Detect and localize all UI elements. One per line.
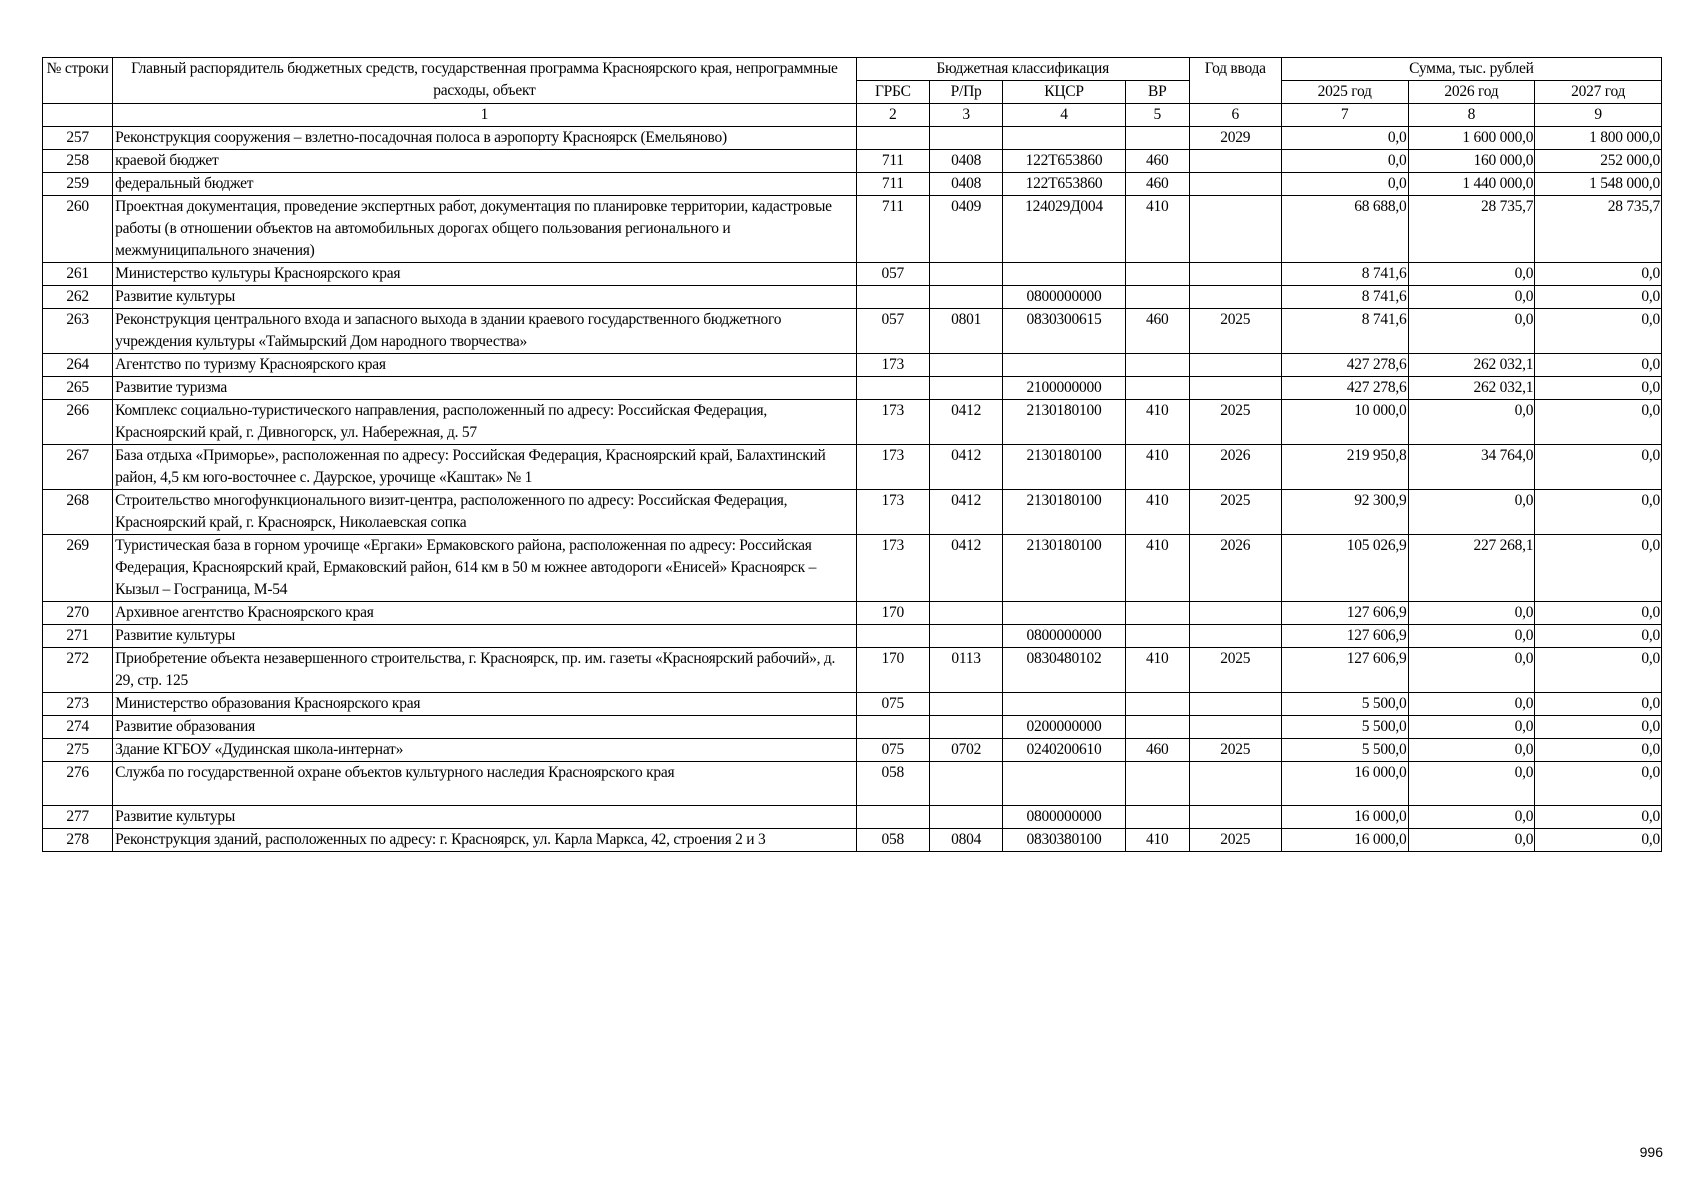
row-kcsr-cell: 0830300615 — [1003, 309, 1126, 354]
table-row — [43, 400, 1662, 445]
row-year-cell: 2025 — [1189, 309, 1281, 354]
row-sum-2027-cell: 0,0 — [1535, 445, 1662, 490]
row-sum-2025-cell: 127 606,9 — [1281, 648, 1408, 693]
row-year-cell — [1189, 173, 1281, 196]
row-sum-2027-cell: 0,0 — [1535, 354, 1662, 377]
row-sum-2027-cell: 0,0 — [1535, 602, 1662, 625]
header-rpr: Р/Пр — [929, 81, 1002, 104]
row-sum-2026-cell: 262 032,1 — [1408, 377, 1535, 400]
row-kcsr-cell: 122T653860 — [1003, 173, 1126, 196]
header-kcsr: КЦСР — [1003, 81, 1126, 104]
row-number-cell: 271 — [43, 625, 113, 648]
row-vr-cell — [1125, 693, 1189, 716]
row-year-cell: 2025 — [1189, 739, 1281, 762]
col-number-cell: 9 — [1535, 104, 1662, 127]
table-row — [43, 602, 1662, 625]
row-sum-2025-cell: 68 688,0 — [1281, 196, 1408, 263]
row-name-cell: Агентство по туризму Красноярского края — [113, 354, 857, 377]
budget-table — [42, 57, 1662, 852]
row-rpr-cell — [929, 127, 1002, 150]
row-name-cell: Развитие туризма — [113, 377, 857, 400]
row-vr-cell: 410 — [1125, 445, 1189, 490]
row-sum-2026-cell: 0,0 — [1408, 762, 1535, 806]
row-number-cell: 262 — [43, 286, 113, 309]
row-sum-2025-cell: 8 741,6 — [1281, 286, 1408, 309]
row-year-cell: 2025 — [1189, 400, 1281, 445]
row-vr-cell: 410 — [1125, 400, 1189, 445]
row-rpr-cell — [929, 286, 1002, 309]
row-grbs-cell: 170 — [856, 602, 929, 625]
table-row — [43, 716, 1662, 739]
row-rpr-cell: 0412 — [929, 445, 1002, 490]
row-name-cell: Реконструкция сооружения – взлетно-посадочная полоса в аэропорту Красноярск (Емельяново) — [113, 127, 857, 150]
col-number-cell: 3 — [929, 104, 1002, 127]
row-grbs-cell: 711 — [856, 173, 929, 196]
col-number-cell — [43, 104, 113, 127]
row-sum-2027-cell: 1 800 000,0 — [1535, 127, 1662, 150]
row-rpr-cell — [929, 716, 1002, 739]
row-year-cell — [1189, 196, 1281, 263]
row-sum-2026-cell: 0,0 — [1408, 263, 1535, 286]
row-sum-2025-cell: 5 500,0 — [1281, 739, 1408, 762]
row-number-cell: 273 — [43, 693, 113, 716]
row-grbs-cell: 057 — [856, 263, 929, 286]
header-2027: 2027 год — [1535, 81, 1662, 104]
row-sum-2025-cell: 8 741,6 — [1281, 263, 1408, 286]
table-row — [43, 762, 1662, 806]
row-grbs-cell: 075 — [856, 693, 929, 716]
row-name-cell: Проектная документация, проведение экспертных работ, документация по планировке территории, кадастровые работы (в отношении объектов на автомобильных дорогах общего пользования регионального и межмуниципального значения) — [113, 196, 857, 263]
row-kcsr-cell: 2130180100 — [1003, 400, 1126, 445]
row-sum-2025-cell: 0,0 — [1281, 127, 1408, 150]
row-name-cell: Развитие культуры — [113, 625, 857, 648]
row-name-cell: Министерство образования Красноярского края — [113, 693, 857, 716]
row-rpr-cell — [929, 263, 1002, 286]
row-name-cell: Приобретение объекта незавершенного строительства, г. Красноярск, пр. им. газеты «Красноярский рабочий», д. 29, стр. 125 — [113, 648, 857, 693]
row-vr-cell — [1125, 806, 1189, 829]
row-sum-2027-cell: 0,0 — [1535, 377, 1662, 400]
row-kcsr-cell — [1003, 263, 1126, 286]
header-row-number: № строки — [43, 58, 113, 104]
row-vr-cell: 460 — [1125, 309, 1189, 354]
row-vr-cell — [1125, 263, 1189, 286]
row-kcsr-cell — [1003, 354, 1126, 377]
table-body — [43, 127, 1662, 852]
row-vr-cell: 410 — [1125, 829, 1189, 852]
row-year-cell: 2025 — [1189, 829, 1281, 852]
row-kcsr-cell: 2100000000 — [1003, 377, 1126, 400]
row-vr-cell: 410 — [1125, 535, 1189, 602]
row-grbs-cell: 173 — [856, 490, 929, 535]
row-grbs-cell — [856, 806, 929, 829]
row-grbs-cell — [856, 716, 929, 739]
header-budget-classification: Бюджетная классификация — [856, 58, 1189, 81]
col-number-cell: 5 — [1125, 104, 1189, 127]
row-year-cell: 2026 — [1189, 535, 1281, 602]
row-name-cell: Развитие образования — [113, 716, 857, 739]
row-name-cell: Развитие культуры — [113, 286, 857, 309]
row-rpr-cell: 0804 — [929, 829, 1002, 852]
row-kcsr-cell: 2130180100 — [1003, 490, 1126, 535]
table-header — [43, 58, 1662, 127]
row-year-cell: 2025 — [1189, 648, 1281, 693]
table-row — [43, 127, 1662, 150]
row-sum-2026-cell: 0,0 — [1408, 806, 1535, 829]
row-sum-2027-cell: 0,0 — [1535, 716, 1662, 739]
table-row — [43, 490, 1662, 535]
row-vr-cell: 460 — [1125, 150, 1189, 173]
table-row — [43, 535, 1662, 602]
row-number-cell: 276 — [43, 762, 113, 806]
table-row — [43, 739, 1662, 762]
row-number-cell: 268 — [43, 490, 113, 535]
row-name-cell: Министерство культуры Красноярского края — [113, 263, 857, 286]
row-vr-cell: 410 — [1125, 648, 1189, 693]
row-year-cell — [1189, 150, 1281, 173]
table-row — [43, 286, 1662, 309]
row-kcsr-cell: 0800000000 — [1003, 806, 1126, 829]
table-row — [43, 625, 1662, 648]
table-row — [43, 309, 1662, 354]
row-grbs-cell: 173 — [856, 354, 929, 377]
row-vr-cell — [1125, 716, 1189, 739]
row-kcsr-cell: 0240200610 — [1003, 739, 1126, 762]
row-sum-2025-cell: 427 278,6 — [1281, 377, 1408, 400]
row-sum-2025-cell: 427 278,6 — [1281, 354, 1408, 377]
col-number-cell: 8 — [1408, 104, 1535, 127]
row-grbs-cell: 170 — [856, 648, 929, 693]
row-number-cell: 274 — [43, 716, 113, 739]
row-number-cell: 257 — [43, 127, 113, 150]
row-sum-2025-cell: 5 500,0 — [1281, 693, 1408, 716]
column-number-row — [43, 104, 1662, 127]
row-sum-2027-cell: 0,0 — [1535, 535, 1662, 602]
row-sum-2027-cell: 1 548 000,0 — [1535, 173, 1662, 196]
row-number-cell: 263 — [43, 309, 113, 354]
row-kcsr-cell — [1003, 127, 1126, 150]
row-sum-2027-cell: 0,0 — [1535, 806, 1662, 829]
row-vr-cell — [1125, 286, 1189, 309]
header-2025: 2025 год — [1281, 81, 1408, 104]
row-sum-2025-cell: 16 000,0 — [1281, 829, 1408, 852]
row-grbs-cell: 058 — [856, 829, 929, 852]
row-sum-2026-cell: 0,0 — [1408, 648, 1535, 693]
row-number-cell: 258 — [43, 150, 113, 173]
row-kcsr-cell: 124029Д004 — [1003, 196, 1126, 263]
row-year-cell: 2026 — [1189, 445, 1281, 490]
row-rpr-cell — [929, 693, 1002, 716]
row-number-cell: 265 — [43, 377, 113, 400]
row-rpr-cell: 0409 — [929, 196, 1002, 263]
row-sum-2025-cell: 0,0 — [1281, 173, 1408, 196]
row-sum-2027-cell: 0,0 — [1535, 829, 1662, 852]
row-sum-2026-cell: 1 600 000,0 — [1408, 127, 1535, 150]
col-number-cell: 7 — [1281, 104, 1408, 127]
row-year-cell — [1189, 263, 1281, 286]
row-vr-cell — [1125, 377, 1189, 400]
row-rpr-cell: 0408 — [929, 150, 1002, 173]
row-year-cell — [1189, 625, 1281, 648]
row-name-cell: федеральный бюджет — [113, 173, 857, 196]
row-sum-2025-cell: 16 000,0 — [1281, 762, 1408, 806]
row-grbs-cell: 711 — [856, 150, 929, 173]
row-rpr-cell — [929, 354, 1002, 377]
row-kcsr-cell: 0800000000 — [1003, 625, 1126, 648]
row-sum-2026-cell: 262 032,1 — [1408, 354, 1535, 377]
row-grbs-cell: 173 — [856, 535, 929, 602]
table-row — [43, 354, 1662, 377]
row-rpr-cell: 0801 — [929, 309, 1002, 354]
row-rpr-cell: 0412 — [929, 535, 1002, 602]
col-number-cell: 6 — [1189, 104, 1281, 127]
row-sum-2026-cell: 0,0 — [1408, 829, 1535, 852]
row-year-cell — [1189, 716, 1281, 739]
row-name-cell: Развитие культуры — [113, 806, 857, 829]
row-name-cell: Строительство многофункционального визит-центра, расположенного по адресу: Российская Федерация, Красноярский край, г. Красноярск, Николаевская сопка — [113, 490, 857, 535]
row-sum-2025-cell: 127 606,9 — [1281, 625, 1408, 648]
row-vr-cell: 460 — [1125, 739, 1189, 762]
row-name-cell: Комплекс социально-туристического направления, расположенный по адресу: Российская Федерация, Красноярский край, г. Дивногорск, ул. Набережная, д. 57 — [113, 400, 857, 445]
row-kcsr-cell — [1003, 693, 1126, 716]
row-rpr-cell: 0113 — [929, 648, 1002, 693]
row-sum-2026-cell: 0,0 — [1408, 625, 1535, 648]
table-row — [43, 445, 1662, 490]
row-number-cell: 260 — [43, 196, 113, 263]
row-vr-cell — [1125, 762, 1189, 806]
row-grbs-cell — [856, 127, 929, 150]
table-row — [43, 173, 1662, 196]
row-name-cell: База отдыха «Приморье», расположенная по адресу: Российская Федерация, Красноярский край, Балахтинский район, 4,5 км юго-восточнее с. Даурское, урочище «Каштак» № 1 — [113, 445, 857, 490]
row-year-cell — [1189, 806, 1281, 829]
col-number-cell: 2 — [856, 104, 929, 127]
row-sum-2027-cell: 0,0 — [1535, 286, 1662, 309]
row-sum-2026-cell: 34 764,0 — [1408, 445, 1535, 490]
row-rpr-cell: 0412 — [929, 400, 1002, 445]
row-grbs-cell: 711 — [856, 196, 929, 263]
row-sum-2027-cell: 0,0 — [1535, 625, 1662, 648]
row-grbs-cell: 075 — [856, 739, 929, 762]
table-row — [43, 648, 1662, 693]
row-sum-2026-cell: 0,0 — [1408, 490, 1535, 535]
row-sum-2026-cell: 1 440 000,0 — [1408, 173, 1535, 196]
row-sum-2026-cell: 28 735,7 — [1408, 196, 1535, 263]
row-name-cell: Служба по государственной охране объектов культурного наследия Красноярского края — [113, 762, 857, 806]
row-sum-2026-cell: 0,0 — [1408, 400, 1535, 445]
row-grbs-cell: 173 — [856, 445, 929, 490]
table-row — [43, 377, 1662, 400]
table-row — [43, 196, 1662, 263]
row-sum-2026-cell: 227 268,1 — [1408, 535, 1535, 602]
row-sum-2025-cell: 127 606,9 — [1281, 602, 1408, 625]
row-vr-cell — [1125, 127, 1189, 150]
row-sum-2025-cell: 5 500,0 — [1281, 716, 1408, 739]
row-sum-2027-cell: 0,0 — [1535, 762, 1662, 806]
row-year-cell — [1189, 602, 1281, 625]
row-number-cell: 272 — [43, 648, 113, 693]
row-sum-2026-cell: 160 000,0 — [1408, 150, 1535, 173]
row-sum-2026-cell: 0,0 — [1408, 286, 1535, 309]
row-grbs-cell: 173 — [856, 400, 929, 445]
row-sum-2027-cell: 0,0 — [1535, 739, 1662, 762]
row-number-cell: 267 — [43, 445, 113, 490]
row-number-cell: 269 — [43, 535, 113, 602]
row-number-cell: 264 — [43, 354, 113, 377]
table-row — [43, 150, 1662, 173]
row-sum-2026-cell: 0,0 — [1408, 716, 1535, 739]
row-number-cell: 261 — [43, 263, 113, 286]
row-year-cell — [1189, 693, 1281, 716]
row-year-cell — [1189, 762, 1281, 806]
row-year-cell — [1189, 286, 1281, 309]
row-number-cell: 259 — [43, 173, 113, 196]
header-sum: Сумма, тыс. рублей — [1281, 58, 1661, 81]
row-year-cell — [1189, 354, 1281, 377]
row-vr-cell — [1125, 602, 1189, 625]
row-sum-2027-cell: 252 000,0 — [1535, 150, 1662, 173]
row-grbs-cell — [856, 377, 929, 400]
row-name-cell: Здание КГБОУ «Дудинская школа-интернат» — [113, 739, 857, 762]
table-row — [43, 263, 1662, 286]
row-kcsr-cell — [1003, 762, 1126, 806]
row-vr-cell: 460 — [1125, 173, 1189, 196]
row-name-cell: Реконструкция зданий, расположенных по адресу: г. Красноярск, ул. Карла Маркса, 42, строения 2 и 3 — [113, 829, 857, 852]
row-kcsr-cell: 0800000000 — [1003, 286, 1126, 309]
table-row — [43, 806, 1662, 829]
row-rpr-cell: 0702 — [929, 739, 1002, 762]
row-kcsr-cell: 0830380100 — [1003, 829, 1126, 852]
header-year: Год ввода — [1189, 58, 1281, 104]
row-sum-2025-cell: 92 300,9 — [1281, 490, 1408, 535]
header-vr: ВР — [1125, 81, 1189, 104]
row-vr-cell: 410 — [1125, 490, 1189, 535]
row-kcsr-cell — [1003, 602, 1126, 625]
row-sum-2027-cell: 28 735,7 — [1535, 196, 1662, 263]
row-grbs-cell — [856, 286, 929, 309]
row-vr-cell — [1125, 625, 1189, 648]
row-rpr-cell — [929, 602, 1002, 625]
row-number-cell: 275 — [43, 739, 113, 762]
row-sum-2025-cell: 105 026,9 — [1281, 535, 1408, 602]
col-number-cell: 1 — [113, 104, 857, 127]
row-sum-2027-cell: 0,0 — [1535, 490, 1662, 535]
row-sum-2025-cell: 219 950,8 — [1281, 445, 1408, 490]
row-sum-2026-cell: 0,0 — [1408, 602, 1535, 625]
row-sum-2027-cell: 0,0 — [1535, 693, 1662, 716]
row-grbs-cell: 058 — [856, 762, 929, 806]
table-row — [43, 693, 1662, 716]
row-number-cell: 270 — [43, 602, 113, 625]
row-rpr-cell — [929, 377, 1002, 400]
row-number-cell: 277 — [43, 806, 113, 829]
row-rpr-cell: 0412 — [929, 490, 1002, 535]
col-number-cell: 4 — [1003, 104, 1126, 127]
row-name-cell: Реконструкция центрального входа и запасного выхода в здании краевого государственного бюджетного учреждения культуры «Таймырский Дом народного творчества» — [113, 309, 857, 354]
row-rpr-cell — [929, 806, 1002, 829]
row-name-cell: Туристическая база в горном урочище «Ергаки» Ермаковского района, расположенная по адресу: Российская Федерация, Красноярский край, Ермаковский район, 614 км в 50 м южнее автодороги «Енисей» Красноярск – Кызыл – Госграница, М-54 — [113, 535, 857, 602]
row-rpr-cell: 0408 — [929, 173, 1002, 196]
row-name-cell: Архивное агентство Красноярского края — [113, 602, 857, 625]
row-grbs-cell: 057 — [856, 309, 929, 354]
row-sum-2027-cell: 0,0 — [1535, 309, 1662, 354]
row-sum-2027-cell: 0,0 — [1535, 400, 1662, 445]
row-year-cell — [1189, 377, 1281, 400]
header-grbs: ГРБС — [856, 81, 929, 104]
page-number: 996 — [1639, 1144, 1663, 1160]
row-sum-2025-cell: 8 741,6 — [1281, 309, 1408, 354]
row-vr-cell — [1125, 354, 1189, 377]
row-kcsr-cell: 122T653860 — [1003, 150, 1126, 173]
row-sum-2026-cell: 0,0 — [1408, 693, 1535, 716]
row-rpr-cell — [929, 625, 1002, 648]
row-grbs-cell — [856, 625, 929, 648]
row-number-cell: 266 — [43, 400, 113, 445]
row-name-cell: краевой бюджет — [113, 150, 857, 173]
row-sum-2027-cell: 0,0 — [1535, 263, 1662, 286]
row-sum-2025-cell: 16 000,0 — [1281, 806, 1408, 829]
row-number-cell: 278 — [43, 829, 113, 852]
row-kcsr-cell: 2130180100 — [1003, 535, 1126, 602]
header-name: Главный распорядитель бюджетных средств, государственная программа Красноярского края, непрограммные расходы, объект — [113, 58, 857, 104]
row-kcsr-cell: 0200000000 — [1003, 716, 1126, 739]
row-sum-2027-cell: 0,0 — [1535, 648, 1662, 693]
row-year-cell: 2029 — [1189, 127, 1281, 150]
row-kcsr-cell: 2130180100 — [1003, 445, 1126, 490]
table-row — [43, 829, 1662, 852]
row-rpr-cell — [929, 762, 1002, 806]
row-sum-2026-cell: 0,0 — [1408, 739, 1535, 762]
row-vr-cell: 410 — [1125, 196, 1189, 263]
row-kcsr-cell: 0830480102 — [1003, 648, 1126, 693]
row-sum-2025-cell: 0,0 — [1281, 150, 1408, 173]
row-sum-2026-cell: 0,0 — [1408, 309, 1535, 354]
row-sum-2025-cell: 10 000,0 — [1281, 400, 1408, 445]
header-2026: 2026 год — [1408, 81, 1535, 104]
row-year-cell: 2025 — [1189, 490, 1281, 535]
